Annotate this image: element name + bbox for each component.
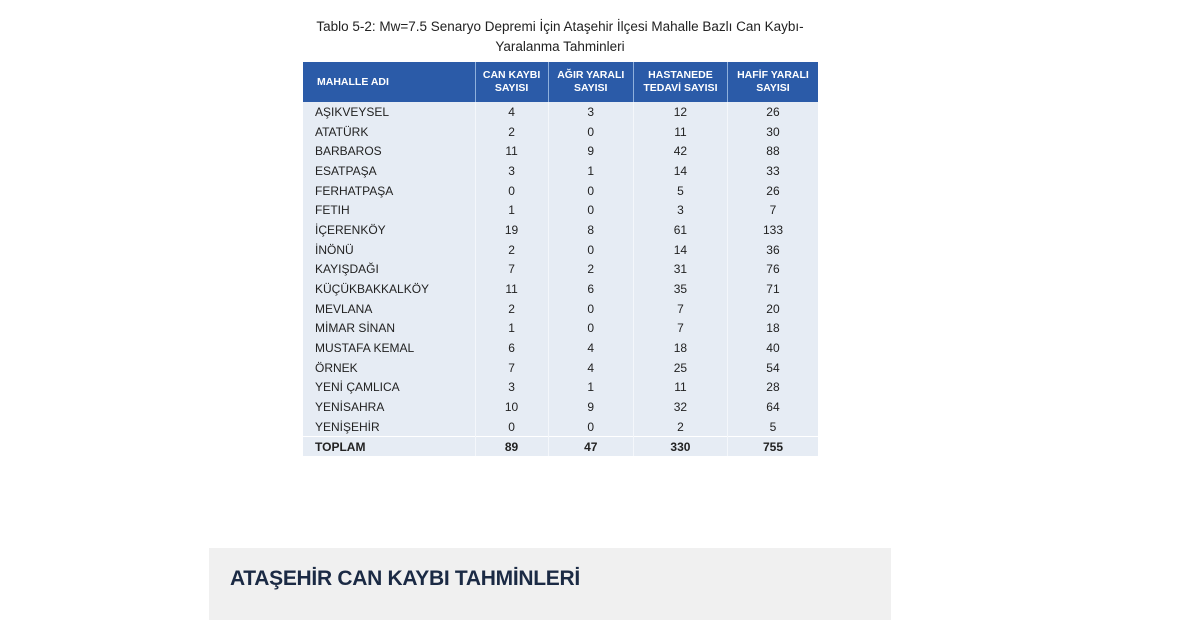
- neighborhood-name: MUSTAFA KEMAL: [315, 341, 415, 356]
- table-cell: 36: [727, 240, 818, 260]
- table-cell: 30: [727, 122, 818, 142]
- table-cell: 3: [475, 378, 548, 398]
- table-cell: 4: [548, 338, 633, 358]
- table-cell: 61: [633, 220, 727, 240]
- table-cell: 2: [475, 122, 548, 142]
- neighborhood-name: AŞIKVEYSEL: [315, 104, 390, 119]
- caption-line-1: Tablo 5-2: Mw=7.5 Senaryo Depremi İçin Ataşehir İlçesi Mahalle Bazlı Can Kaybı-: [316, 19, 804, 34]
- table-cell: 1: [475, 319, 548, 339]
- table-cell: 76: [727, 260, 818, 280]
- table-cell: 5: [727, 417, 818, 437]
- column-header-text: CAN KAYBI: [482, 69, 541, 81]
- table-cell: 0: [475, 181, 548, 201]
- table-cell: 35: [633, 279, 727, 299]
- column-header-text: MAHALLE ADI: [317, 75, 389, 88]
- neighborhood-name: MİMAR SİNAN: [315, 321, 396, 336]
- table-row: [303, 397, 818, 417]
- table-row: [303, 102, 818, 122]
- table-cell: 88: [727, 141, 818, 161]
- table-row: [303, 260, 818, 280]
- table-cell: 7: [633, 319, 727, 339]
- column-header-text: TEDAVİ SAYISI: [643, 82, 718, 94]
- column-header: [548, 62, 633, 102]
- table-cell: 26: [727, 102, 818, 122]
- column-header-text: SAYISI: [494, 82, 529, 94]
- table-cell: 3: [475, 161, 548, 181]
- section-heading: ATAŞEHİR CAN KAYBI TAHMİNLERİ: [230, 567, 580, 590]
- total-row: [303, 437, 818, 457]
- table-cell: 9: [548, 141, 633, 161]
- table-cell: 42: [633, 141, 727, 161]
- column-header-text: SAYISI: [574, 82, 608, 94]
- table-cell: 0: [475, 417, 548, 437]
- table-cell: 18: [633, 338, 727, 358]
- table-cell: 133: [727, 220, 818, 240]
- table-row: [303, 378, 818, 398]
- table-cell: 4: [548, 358, 633, 378]
- casualty-table: [303, 62, 818, 456]
- neighborhood-name: ESATPAŞA: [315, 163, 377, 178]
- table-row: [303, 299, 818, 319]
- table-cell: 26: [727, 181, 818, 201]
- table-row: [303, 141, 818, 161]
- table-row: [303, 338, 818, 358]
- table-row: [303, 358, 818, 378]
- table-cell: 89: [475, 437, 548, 457]
- table-cell: 25: [633, 358, 727, 378]
- table-cell: 47: [548, 437, 633, 457]
- table-cell: 19: [475, 220, 548, 240]
- table-cell: 9: [548, 397, 633, 417]
- neighborhood-name: İNÖNÜ: [315, 242, 354, 257]
- column-header-text: HAFİF YARALI: [737, 69, 809, 81]
- table-row: [303, 220, 818, 240]
- table-cell: 20: [727, 299, 818, 319]
- table-cell: 6: [475, 338, 548, 358]
- table-row: [303, 279, 818, 299]
- table-row: [303, 161, 818, 181]
- table-cell: 71: [727, 279, 818, 299]
- table-cell: 5: [633, 181, 727, 201]
- table-cell: 7: [475, 358, 548, 378]
- table-cell: 11: [633, 122, 727, 142]
- neighborhood-name: YENİ ÇAMLICA: [315, 380, 400, 395]
- table-cell: 2: [548, 260, 633, 280]
- neighborhood-name: KAYIŞDAĞI: [315, 262, 379, 277]
- column-header-text: SAYISI: [756, 82, 790, 94]
- table-cell: 54: [727, 358, 818, 378]
- table-cell: 31: [633, 260, 727, 280]
- table-row: [303, 319, 818, 339]
- table-cell: 12: [633, 102, 727, 122]
- table-cell: 0: [548, 417, 633, 437]
- table-cell: 6: [548, 279, 633, 299]
- caption-line-2: Yaralanma Tahminleri: [495, 39, 625, 54]
- neighborhood-name: BARBAROS: [315, 144, 382, 159]
- column-header: [727, 62, 818, 102]
- neighborhood-name: KÜÇÜKBAKKALKÖY: [315, 282, 430, 297]
- table-cell: 14: [633, 161, 727, 181]
- table-cell: 0: [548, 122, 633, 142]
- table-cell: 1: [548, 378, 633, 398]
- table-caption: [300, 17, 820, 57]
- neighborhood-name: ÖRNEK: [315, 360, 358, 375]
- table-row: [303, 181, 818, 201]
- table-cell: 64: [727, 397, 818, 417]
- table-cell: 1: [548, 161, 633, 181]
- column-header: [633, 62, 727, 102]
- section-heading-box: [209, 548, 891, 620]
- neighborhood-name: FERHATPAŞA: [315, 183, 394, 198]
- table-cell: 3: [633, 200, 727, 220]
- neighborhood-name: TOPLAM: [303, 437, 475, 457]
- table-cell: 755: [727, 437, 818, 457]
- table-cell: 10: [475, 397, 548, 417]
- table-cell: 1: [475, 200, 548, 220]
- table-cell: 0: [548, 240, 633, 260]
- column-header: [475, 62, 548, 102]
- table-row: [303, 417, 818, 437]
- table-cell: 0: [548, 299, 633, 319]
- table-cell: 11: [475, 141, 548, 161]
- table-cell: 11: [633, 378, 727, 398]
- table-cell: 330: [633, 437, 727, 457]
- neighborhood-name: MEVLANA: [315, 301, 373, 316]
- table-cell: 2: [475, 240, 548, 260]
- table-cell: 2: [633, 417, 727, 437]
- table-cell: 32: [633, 397, 727, 417]
- neighborhood-name: ATATÜRK: [315, 124, 369, 139]
- table-cell: 2: [475, 299, 548, 319]
- neighborhood-name: İÇERENKÖY: [315, 222, 386, 237]
- table-header-row: [303, 62, 818, 102]
- neighborhood-name: FETIH: [315, 203, 350, 218]
- table-cell: 11: [475, 279, 548, 299]
- table-cell: 8: [548, 220, 633, 240]
- table-cell: 7: [633, 299, 727, 319]
- table-cell: 4: [475, 102, 548, 122]
- table-cell: 14: [633, 240, 727, 260]
- column-header: [303, 62, 475, 102]
- table-cell: 7: [727, 200, 818, 220]
- column-header-text: AĞIR YARALI: [557, 69, 625, 81]
- neighborhood-name: YENİŞEHİR: [315, 419, 380, 434]
- table-cell: 28: [727, 378, 818, 398]
- table-cell: 40: [727, 338, 818, 358]
- neighborhood-name: YENİSAHRA: [315, 400, 385, 415]
- table-row: [303, 122, 818, 142]
- table-cell: 3: [548, 102, 633, 122]
- table-cell: 0: [548, 319, 633, 339]
- table-cell: 18: [727, 319, 818, 339]
- table-cell: 33: [727, 161, 818, 181]
- table-cell: 0: [548, 181, 633, 201]
- table-row: [303, 200, 818, 220]
- table-row: [303, 240, 818, 260]
- table-cell: 7: [475, 260, 548, 280]
- column-header-text: HASTANEDE: [648, 69, 713, 81]
- table-cell: 0: [548, 200, 633, 220]
